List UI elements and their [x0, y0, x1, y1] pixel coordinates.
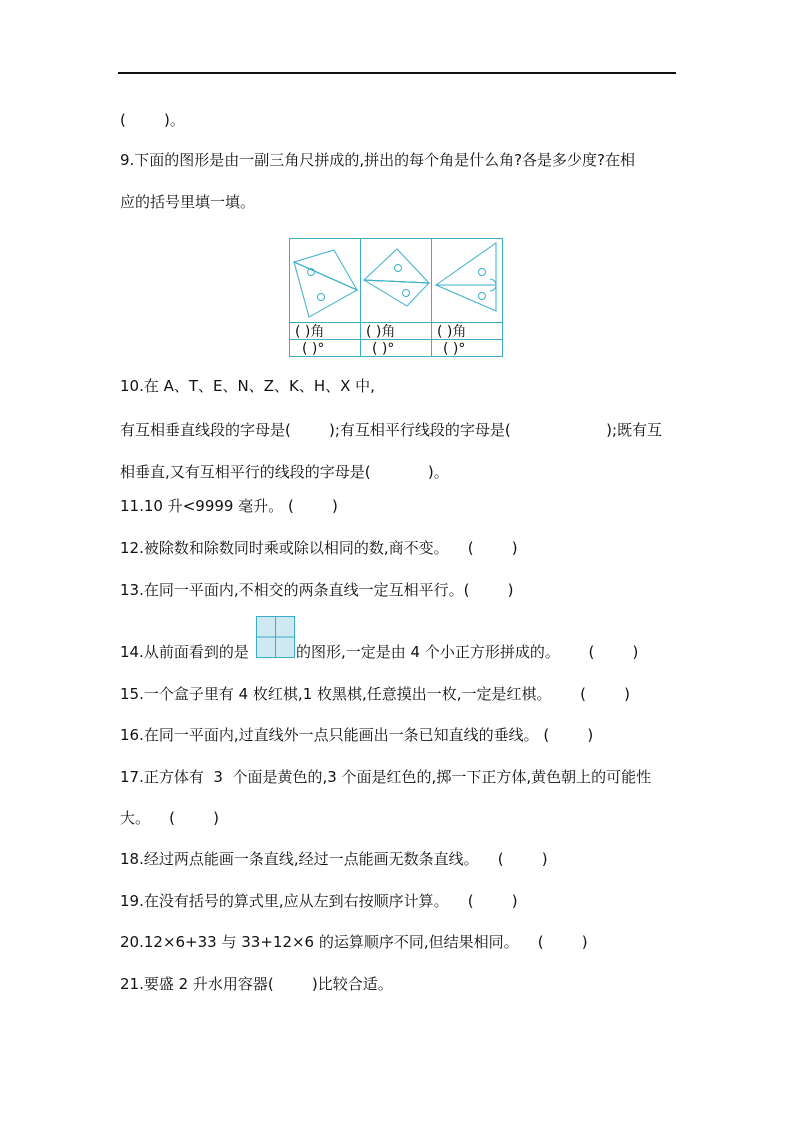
angle-type-2: ( )角 [366, 324, 396, 340]
question-14-part-2: 的图形,一定是由 4 个小正方形拼成的。 ( ) [296, 643, 639, 661]
question-18: 18.经过两点能画一条直线,经过一点能画无数条直线。 ( ) [120, 850, 548, 868]
question-10-line-1: 10.在 A、T、E、N、Z、K、H、X 中, [120, 377, 375, 395]
question-10-line-2: 有互相垂直线段的字母是( );有互相平行线段的字母是( );既有互 [120, 421, 663, 439]
question-15: 15.一个盒子里有 4 枚红棋,1 枚黑棋,任意摸出一枚,一定是红棋。 ( ) [120, 685, 631, 703]
triangle-ruler-figure [289, 238, 503, 357]
question-17-line-2: 大。 ( ) [120, 809, 219, 827]
answer-blank-continued: ( )。 [120, 111, 185, 129]
angle-degree-1: ( )° [302, 341, 325, 357]
question-9-line-2: 应的括号里填一填。 [120, 193, 256, 211]
angle-degree-2: ( )° [372, 341, 395, 357]
angle-type-3: ( )角 [437, 324, 467, 340]
question-14-part-1: 14.从前面看到的是 [120, 643, 249, 661]
angle-degree-3: ( )° [443, 341, 466, 357]
angle-type-1: ( )角 [295, 324, 325, 340]
question-20: 20.12×6+33 与 33+12×6 的运算顺序不同,但结果相同。 ( ) [120, 933, 588, 951]
question-10-line-3: 相垂直,又有互相平行的线段的字母是( )。 [120, 463, 449, 481]
panel-3-shape [436, 243, 496, 311]
header-rule [118, 72, 676, 74]
question-19: 19.在没有括号的算式里,应从左到右按顺序计算。 ( ) [120, 892, 518, 910]
question-17-line-1: 17.正方体有 3 个面是黄色的,3 个面是红色的,掷一下正方体,黄色朝上的可能性 [120, 768, 652, 786]
panel-2-shape [364, 249, 429, 306]
question-12: 12.被除数和除数同时乘或除以相同的数,商不变。 ( ) [120, 539, 518, 557]
four-square-grid-figure [256, 616, 295, 658]
question-9-line-1: 9.下面的图形是由一副三角尺拼成的,拼出的每个角是什么角?各是多少度?在相 [120, 151, 636, 169]
question-16: 16.在同一平面内,过直线外一点只能画出一条已知直线的垂线。 ( ) [120, 726, 594, 744]
question-11: 11.10 升<9999 毫升。 ( ) [120, 497, 338, 515]
question-21: 21.要盛 2 升水用容器( )比较合适。 [120, 975, 393, 993]
panel-1-shape [294, 250, 357, 317]
question-13: 13.在同一平面内,不相交的两条直线一定互相平行。( ) [120, 581, 514, 599]
